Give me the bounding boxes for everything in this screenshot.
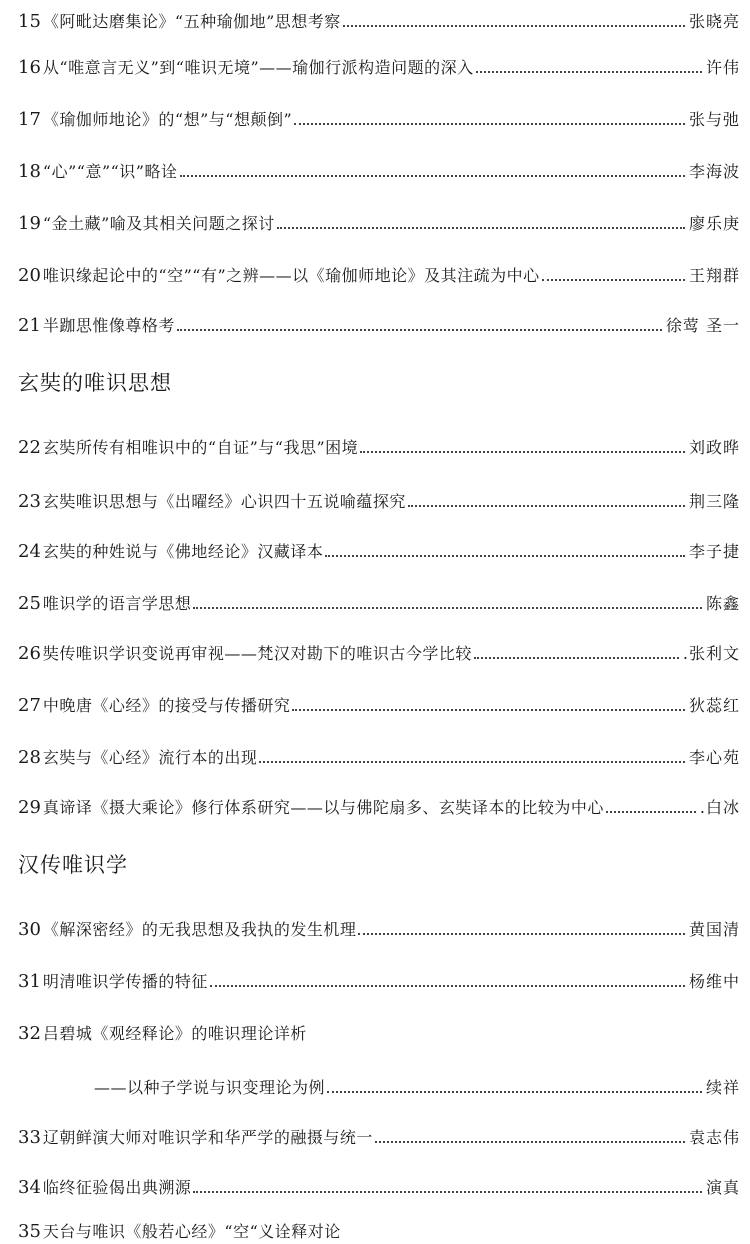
toc-entry	[18, 1116, 740, 1148]
dot-leader	[180, 175, 685, 177]
entry-author: 杨维中	[688, 972, 740, 991]
toc-entry	[18, 582, 740, 614]
entry-title: 中晚唐《心经》的接受与传播研究	[42, 696, 291, 715]
entry-number: 18	[18, 161, 41, 182]
entry-author: 演真	[705, 1178, 740, 1197]
entry-title: 天台与唯识《般若心经》“空“义诠释对论	[42, 1222, 341, 1241]
entry-number: 15	[18, 11, 41, 32]
section-heading: 汉传唯识学	[18, 853, 128, 877]
entry-number: 32	[18, 1023, 41, 1044]
dot-leader	[259, 761, 685, 763]
dot-leader	[327, 1091, 702, 1093]
toc-entry	[18, 426, 740, 458]
toc-entry	[18, 304, 740, 336]
entry-number: 30	[18, 919, 41, 940]
entry-author: 李海波	[688, 162, 740, 181]
entry-author: 狄蕊红	[688, 696, 740, 715]
entry-title: 玄奘的种姓说与《佛地经论》汉藏译本	[42, 542, 324, 561]
toc-entry	[18, 1210, 740, 1242]
entry-author: 许伟	[705, 58, 740, 77]
entry-author: 荆三隆	[688, 492, 740, 511]
entry-number: 21	[18, 315, 41, 336]
dot-leader	[210, 985, 685, 987]
entry-title: 玄奘所传有相唯识中的“自证”与“我思”困境	[42, 438, 359, 457]
dot-leader	[542, 279, 685, 281]
entry-author: 续祥	[705, 1078, 740, 1097]
dot-leader	[476, 71, 702, 73]
section-heading: 玄奘的唯识思想	[18, 371, 172, 395]
entry-title: ——以种子学说与识变理论为例	[94, 1078, 326, 1097]
entry-title: 玄奘唯识思想与《出曜经》心识四十五说喻蕴探究	[42, 492, 406, 511]
entry-number: 16	[18, 57, 41, 78]
entry-number: 34	[18, 1177, 41, 1198]
toc-entry	[18, 202, 740, 234]
toc-entry	[18, 254, 740, 286]
toc-entry	[18, 1012, 740, 1044]
entry-title: “金土藏”喻及其相关问题之探讨	[42, 214, 275, 233]
entry-author: 徐莺 圣一	[665, 316, 740, 335]
entry-title: 辽朝鲜演大师对唯识学和华严学的融摄与统一	[42, 1128, 373, 1147]
entry-author: 廖乐庚	[688, 214, 740, 233]
entry-author: .白冰	[699, 798, 740, 817]
entry-title: 奘传唯识学识变说再审视——梵汉对勘下的唯识古今学比较	[42, 644, 472, 663]
entry-author: 刘政晔	[688, 438, 740, 457]
toc-entry	[18, 960, 740, 992]
dot-leader	[474, 657, 679, 659]
entry-number: 28	[18, 747, 41, 768]
entry-title: 真谛译《摄大乘论》修行体系研究——以与佛陀扇多、玄奘译本的比较为中心	[42, 798, 604, 817]
dot-leader	[375, 1141, 685, 1143]
entry-number: 19	[18, 213, 41, 234]
entry-number: 22	[18, 437, 41, 458]
dot-leader	[360, 451, 685, 453]
dot-leader	[294, 123, 685, 125]
dot-leader	[606, 811, 696, 813]
entry-number: 17	[18, 109, 41, 130]
toc-entry	[18, 736, 740, 768]
dot-leader	[343, 25, 685, 27]
entry-title: 《阿毗达磨集论》“五种瑜伽地”思想考察	[42, 12, 341, 31]
entry-title: 明清唯识学传播的特征	[42, 972, 208, 991]
entry-author: 李心苑	[688, 748, 740, 767]
toc-entry	[18, 632, 740, 664]
dot-leader	[408, 505, 685, 507]
entry-title: 唯识学的语言学思想	[42, 594, 192, 613]
entry-number: 23	[18, 491, 41, 512]
entry-title: 唯识缘起论中的“空”“有”之辨——以《瑜伽师地论》及其注疏为中心	[42, 266, 540, 285]
dot-leader	[325, 555, 685, 557]
entry-title: 《瑜伽师地论》的“想”与“想颠倒”	[42, 110, 293, 129]
entry-author: 张与弛	[688, 110, 740, 129]
toc-entry	[18, 1166, 740, 1198]
toc-entry	[18, 0, 740, 32]
toc-entry	[18, 684, 740, 716]
toc-entry	[18, 908, 740, 940]
entry-author: 王翔群	[688, 266, 740, 285]
dot-leader	[277, 227, 685, 229]
entry-author: .张利文	[682, 644, 740, 663]
entry-number: 31	[18, 971, 41, 992]
entry-number: 24	[18, 541, 41, 562]
toc-entry	[18, 480, 740, 512]
entry-author: 陈鑫	[705, 594, 740, 613]
entry-title: 半跏思惟像尊格考	[42, 316, 175, 335]
entry-number: 27	[18, 695, 41, 716]
toc-entry-subtitle	[92, 1066, 740, 1098]
dot-leader	[193, 1191, 702, 1193]
entry-title: 从“唯意言无义”到“唯识无境”——瑜伽行派构造问题的深入	[42, 58, 474, 77]
toc-entry	[18, 150, 740, 182]
entry-title: “心”“意”“识”略诠	[42, 162, 178, 181]
toc-entry	[18, 530, 740, 562]
dot-leader	[292, 709, 685, 711]
dot-leader	[358, 933, 685, 935]
entry-number: 25	[18, 593, 41, 614]
entry-number: 26	[18, 643, 41, 664]
entry-author: 李子捷	[688, 542, 740, 561]
entry-title: 玄奘与《心经》流行本的出现	[42, 748, 258, 767]
entry-title: 临终征验偈出典溯源	[42, 1178, 192, 1197]
entry-author: 黄国清	[688, 920, 740, 939]
entry-author: 袁志伟	[688, 1128, 740, 1147]
entry-number: 29	[18, 797, 41, 818]
toc-entry	[18, 46, 740, 78]
entry-author: 张晓亮	[688, 12, 740, 31]
entry-title: 吕碧城《观经释论》的唯识理论详析	[42, 1024, 307, 1043]
toc-entry	[18, 786, 740, 818]
entry-title: 《解深密经》的无我思想及我执的发生机理	[42, 920, 357, 939]
entry-number: 35	[18, 1221, 41, 1242]
entry-number: 33	[18, 1127, 41, 1148]
toc-entry	[18, 98, 740, 130]
entry-number: 20	[18, 265, 41, 286]
dot-leader	[177, 329, 662, 331]
dot-leader	[193, 607, 702, 609]
